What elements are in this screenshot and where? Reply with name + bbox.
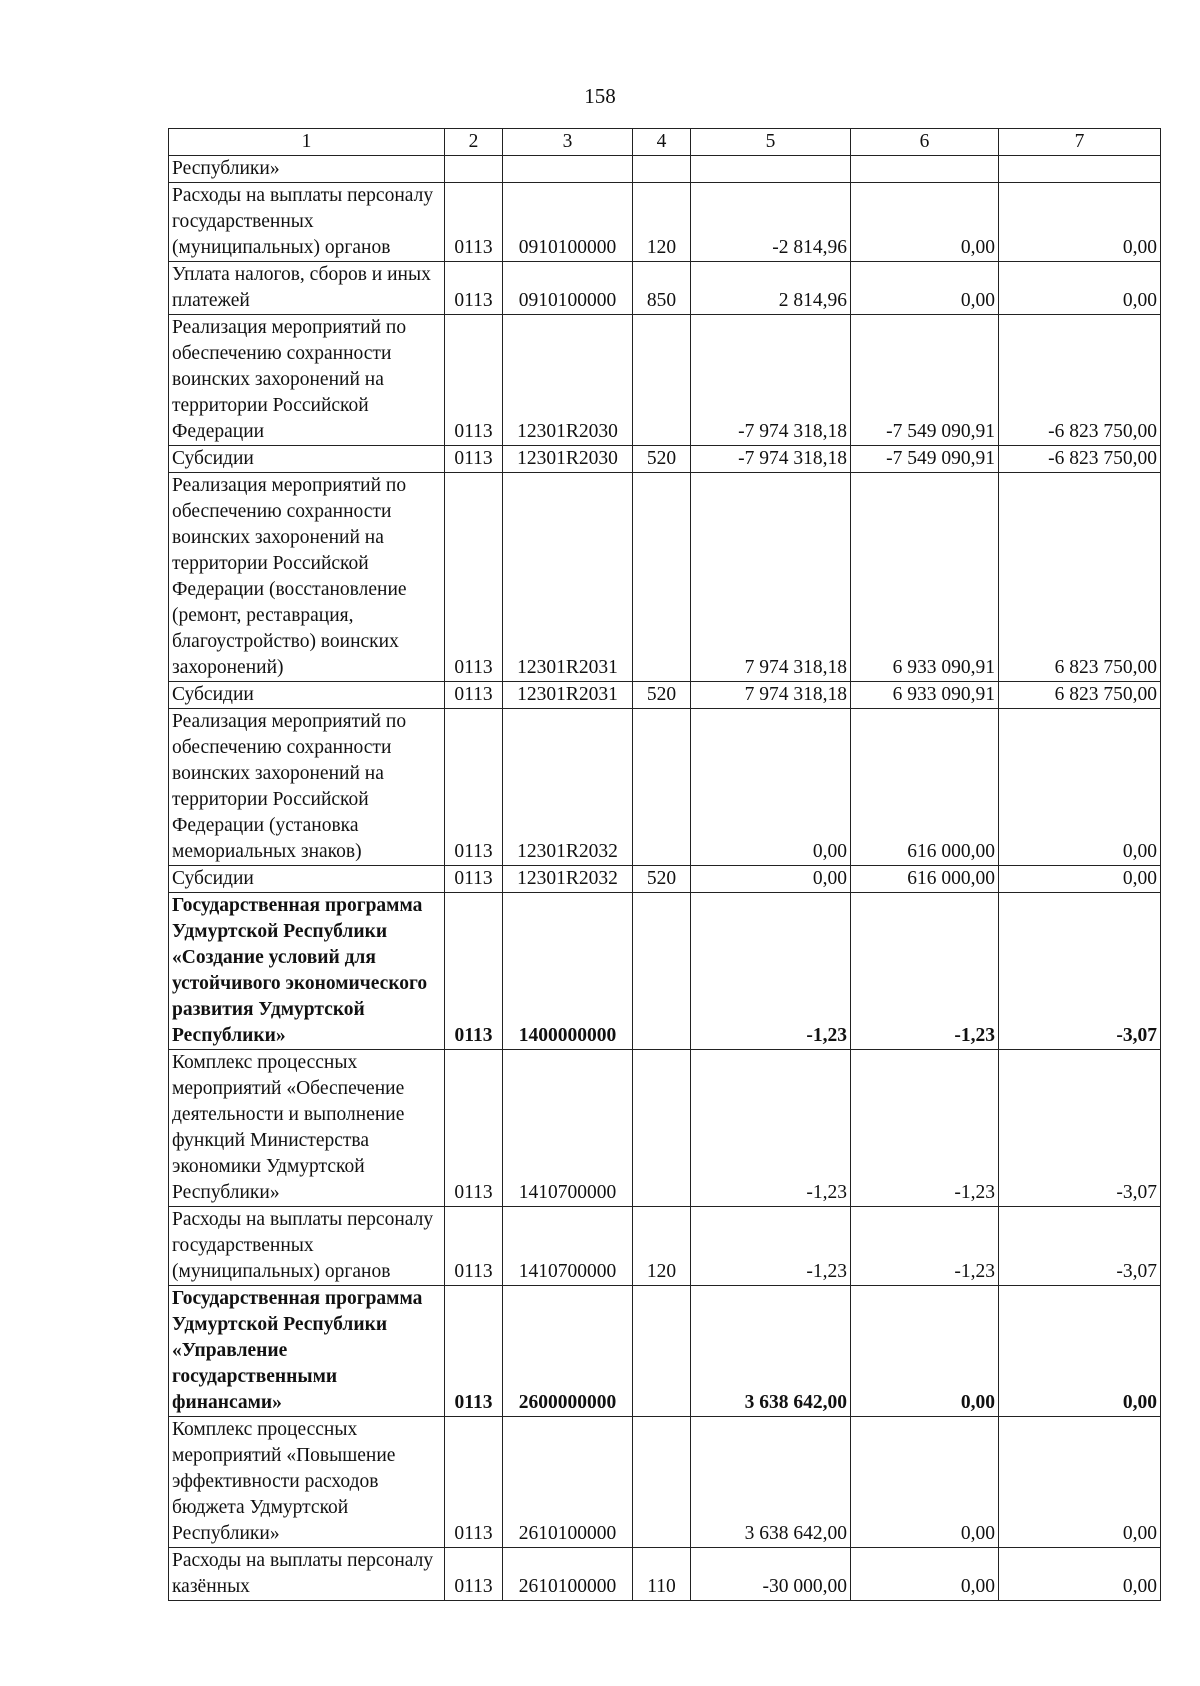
row-expense-type: 520 bbox=[633, 682, 691, 709]
table-row bbox=[169, 315, 1161, 446]
row-value-6: 6 933 090,91 bbox=[851, 682, 999, 709]
row-value-5: -1,23 bbox=[691, 1207, 851, 1286]
row-value-5: 3 638 642,00 bbox=[691, 1417, 851, 1548]
col-header-7: 7 bbox=[999, 129, 1161, 156]
row-section-code: 0113 bbox=[445, 1207, 503, 1286]
table-row bbox=[169, 1050, 1161, 1207]
row-target-code: 0910100000 bbox=[503, 183, 633, 262]
row-name: Субсидии bbox=[169, 682, 445, 709]
row-value-5: -1,23 bbox=[691, 893, 851, 1050]
row-expense-type bbox=[633, 893, 691, 1050]
row-target-code: 12301R2031 bbox=[503, 682, 633, 709]
row-value-7: 0,00 bbox=[999, 1417, 1161, 1548]
row-target-code: 12301R2030 bbox=[503, 315, 633, 446]
row-name: Субсидии bbox=[169, 446, 445, 473]
row-expense-type: 520 bbox=[633, 866, 691, 893]
row-section-code: 0113 bbox=[445, 893, 503, 1050]
row-section-code bbox=[445, 156, 503, 183]
row-expense-type bbox=[633, 1417, 691, 1548]
table-row bbox=[169, 1417, 1161, 1548]
row-value-6: 0,00 bbox=[851, 262, 999, 315]
row-value-7: -3,07 bbox=[999, 893, 1161, 1050]
col-header-6: 6 bbox=[851, 129, 999, 156]
row-section-code: 0113 bbox=[445, 315, 503, 446]
row-expense-type bbox=[633, 156, 691, 183]
row-value-6: 0,00 bbox=[851, 1417, 999, 1548]
row-section-code: 0113 bbox=[445, 1286, 503, 1417]
table-row bbox=[169, 1286, 1161, 1417]
row-expense-type bbox=[633, 315, 691, 446]
table-row bbox=[169, 183, 1161, 262]
table-row bbox=[169, 1548, 1161, 1601]
row-expense-type: 120 bbox=[633, 1207, 691, 1286]
row-value-5: 0,00 bbox=[691, 866, 851, 893]
row-value-5: 7 974 318,18 bbox=[691, 682, 851, 709]
row-value-6: 0,00 bbox=[851, 1286, 999, 1417]
row-section-code: 0113 bbox=[445, 1417, 503, 1548]
row-expense-type bbox=[633, 1286, 691, 1417]
row-value-7: -3,07 bbox=[999, 1050, 1161, 1207]
row-section-code: 0113 bbox=[445, 1050, 503, 1207]
row-expense-type bbox=[633, 473, 691, 682]
row-value-6: -1,23 bbox=[851, 1207, 999, 1286]
row-section-code: 0113 bbox=[445, 262, 503, 315]
row-expense-type: 850 bbox=[633, 262, 691, 315]
row-target-code: 12301R2031 bbox=[503, 473, 633, 682]
col-header-1: 1 bbox=[169, 129, 445, 156]
row-value-6: 616 000,00 bbox=[851, 866, 999, 893]
row-target-code: 1410700000 bbox=[503, 1050, 633, 1207]
row-name: Реализация мероприятий по обеспечению сохранности воинских захоронений на территории Российской Федерации (восстановление (ремонт, реставрация, благоустройство) воинских захоронений) bbox=[169, 473, 445, 682]
table-row bbox=[169, 156, 1161, 183]
row-name: Комплекс процессных мероприятий «Обеспечение деятельности и выполнение функций Министерства экономики Удмуртской Республики» bbox=[169, 1050, 445, 1207]
row-value-5: -7 974 318,18 bbox=[691, 446, 851, 473]
row-value-5: -1,23 bbox=[691, 1050, 851, 1207]
table-row bbox=[169, 1207, 1161, 1286]
row-value-6: -1,23 bbox=[851, 893, 999, 1050]
row-value-7: 0,00 bbox=[999, 866, 1161, 893]
row-value-5: 7 974 318,18 bbox=[691, 473, 851, 682]
row-section-code: 0113 bbox=[445, 1548, 503, 1601]
row-expense-type: 120 bbox=[633, 183, 691, 262]
row-value-5: -7 974 318,18 bbox=[691, 315, 851, 446]
row-value-6: -7 549 090,91 bbox=[851, 446, 999, 473]
row-target-code: 0910100000 bbox=[503, 262, 633, 315]
row-target-code: 1400000000 bbox=[503, 893, 633, 1050]
table-row bbox=[169, 866, 1161, 893]
row-name: Государственная программа Удмуртской Республики «Управление государственными финансами» bbox=[169, 1286, 445, 1417]
row-name: Республики» bbox=[169, 156, 445, 183]
row-name: Уплата налогов, сборов и иных платежей bbox=[169, 262, 445, 315]
col-header-2: 2 bbox=[445, 129, 503, 156]
row-value-7: 0,00 bbox=[999, 709, 1161, 866]
row-section-code: 0113 bbox=[445, 709, 503, 866]
row-value-6: 616 000,00 bbox=[851, 709, 999, 866]
row-value-5: -2 814,96 bbox=[691, 183, 851, 262]
row-name: Расходы на выплаты персоналу казённых bbox=[169, 1548, 445, 1601]
row-name: Субсидии bbox=[169, 866, 445, 893]
table-row bbox=[169, 682, 1161, 709]
row-value-7 bbox=[999, 156, 1161, 183]
row-value-6: -7 549 090,91 bbox=[851, 315, 999, 446]
table-row bbox=[169, 893, 1161, 1050]
row-target-code: 2610100000 bbox=[503, 1417, 633, 1548]
row-name: Реализация мероприятий по обеспечению сохранности воинских захоронений на территории Российской Федерации (установка мемориальных знаков) bbox=[169, 709, 445, 866]
row-value-7: 6 823 750,00 bbox=[999, 682, 1161, 709]
row-target-code: 2610100000 bbox=[503, 1548, 633, 1601]
row-target-code bbox=[503, 156, 633, 183]
row-expense-type: 110 bbox=[633, 1548, 691, 1601]
row-value-7: -3,07 bbox=[999, 1207, 1161, 1286]
row-value-6 bbox=[851, 156, 999, 183]
row-name: Расходы на выплаты персоналу государственных (муниципальных) органов bbox=[169, 1207, 445, 1286]
row-value-7: -6 823 750,00 bbox=[999, 446, 1161, 473]
row-value-5: 0,00 bbox=[691, 709, 851, 866]
row-expense-type bbox=[633, 709, 691, 866]
row-value-5: 3 638 642,00 bbox=[691, 1286, 851, 1417]
row-section-code: 0113 bbox=[445, 473, 503, 682]
budget-table bbox=[168, 128, 1161, 1601]
table-row bbox=[169, 473, 1161, 682]
row-section-code: 0113 bbox=[445, 183, 503, 262]
row-name: Реализация мероприятий по обеспечению сохранности воинских захоронений на территории Российской Федерации bbox=[169, 315, 445, 446]
row-expense-type bbox=[633, 1050, 691, 1207]
row-section-code: 0113 bbox=[445, 446, 503, 473]
row-value-6: 6 933 090,91 bbox=[851, 473, 999, 682]
row-section-code: 0113 bbox=[445, 866, 503, 893]
row-value-6: -1,23 bbox=[851, 1050, 999, 1207]
row-value-5: 2 814,96 bbox=[691, 262, 851, 315]
row-name: Комплекс процессных мероприятий «Повышение эффективности расходов бюджета Удмуртской Республики» bbox=[169, 1417, 445, 1548]
table-row bbox=[169, 446, 1161, 473]
table-body bbox=[169, 156, 1161, 1601]
row-value-7: 0,00 bbox=[999, 1548, 1161, 1601]
row-section-code: 0113 bbox=[445, 682, 503, 709]
col-header-3: 3 bbox=[503, 129, 633, 156]
row-target-code: 12301R2030 bbox=[503, 446, 633, 473]
row-name: Государственная программа Удмуртской Республики «Создание условий для устойчивого экономического развития Удмуртской Республики» bbox=[169, 893, 445, 1050]
row-value-5 bbox=[691, 156, 851, 183]
header-row bbox=[169, 129, 1161, 156]
row-value-7: 0,00 bbox=[999, 183, 1161, 262]
row-target-code: 12301R2032 bbox=[503, 709, 633, 866]
row-value-5: -30 000,00 bbox=[691, 1548, 851, 1601]
row-value-6: 0,00 bbox=[851, 1548, 999, 1601]
page-number: 158 bbox=[584, 84, 616, 108]
table-row bbox=[169, 262, 1161, 315]
row-expense-type: 520 bbox=[633, 446, 691, 473]
col-header-4: 4 bbox=[633, 129, 691, 156]
table-row bbox=[169, 709, 1161, 866]
col-header-5: 5 bbox=[691, 129, 851, 156]
row-target-code: 12301R2032 bbox=[503, 866, 633, 893]
row-value-6: 0,00 bbox=[851, 183, 999, 262]
row-value-7: 0,00 bbox=[999, 262, 1161, 315]
row-value-7: 0,00 bbox=[999, 1286, 1161, 1417]
row-target-code: 2600000000 bbox=[503, 1286, 633, 1417]
row-name: Расходы на выплаты персоналу государственных (муниципальных) органов bbox=[169, 183, 445, 262]
row-value-7: 6 823 750,00 bbox=[999, 473, 1161, 682]
row-value-7: -6 823 750,00 bbox=[999, 315, 1161, 446]
row-target-code: 1410700000 bbox=[503, 1207, 633, 1286]
